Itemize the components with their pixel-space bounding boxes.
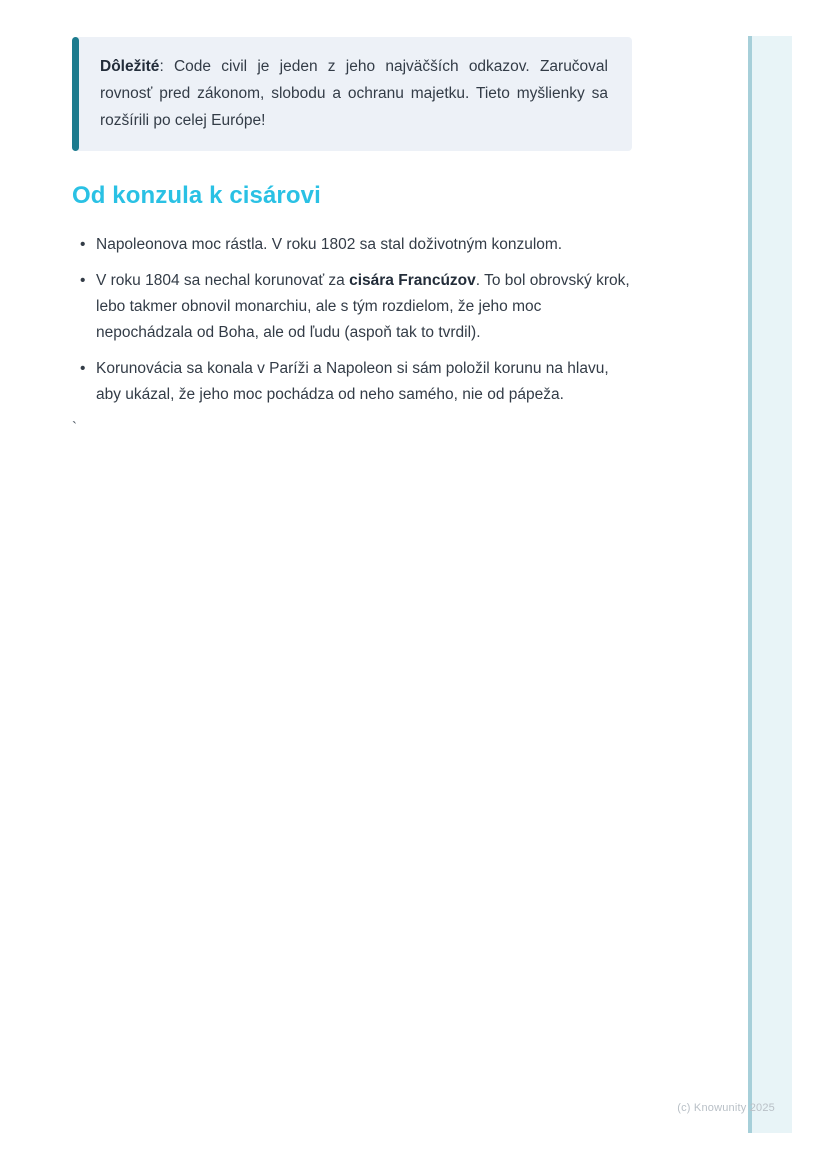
- bullet-text: Korunovácia sa konala v Paríži a Napoleon si sám položil korunu na hlavu, aby ukázal, že jeho moc pochádza od neho samého, nie od pápeža.: [96, 360, 609, 403]
- bullet-text: . To bol obrovský krok, lebo takmer obnovil monarchiu, ale s tým rozdielom, že jeho moc nepochádzala od Boha, ale od ľudu (aspoň tak to tvrdil).: [96, 272, 630, 341]
- bullet-text: V roku 1804 sa nechal korunovať za: [96, 272, 350, 289]
- content-column: [72, 37, 632, 438]
- bullet-bold-text: cisára Francúzov: [349, 272, 476, 289]
- callout-label: Dôležité: [100, 58, 160, 75]
- stray-character: `: [72, 419, 77, 436]
- list-item: [96, 268, 632, 346]
- callout-important: [72, 37, 632, 151]
- callout-body: : Code civil je jeden z jeho najväčších odkazov. Zaručoval rovnosť pred zákonom, slobodu a ochranu majetku. Tieto myšlienky sa rozšírili po celej Európe!: [100, 58, 608, 129]
- bullet-list: [72, 232, 632, 408]
- callout-accent-bar: [72, 37, 79, 151]
- section-heading: Od konzula k cisárovi: [72, 182, 321, 209]
- list-item: [96, 232, 632, 258]
- footer-copyright: (c) Knowunity 2025: [677, 1102, 775, 1114]
- list-item: [96, 356, 632, 408]
- page-edge-strip: [748, 36, 792, 1133]
- bullet-text: Napoleonova moc rástla. V roku 1802 sa stal doživotným konzulom.: [96, 236, 563, 253]
